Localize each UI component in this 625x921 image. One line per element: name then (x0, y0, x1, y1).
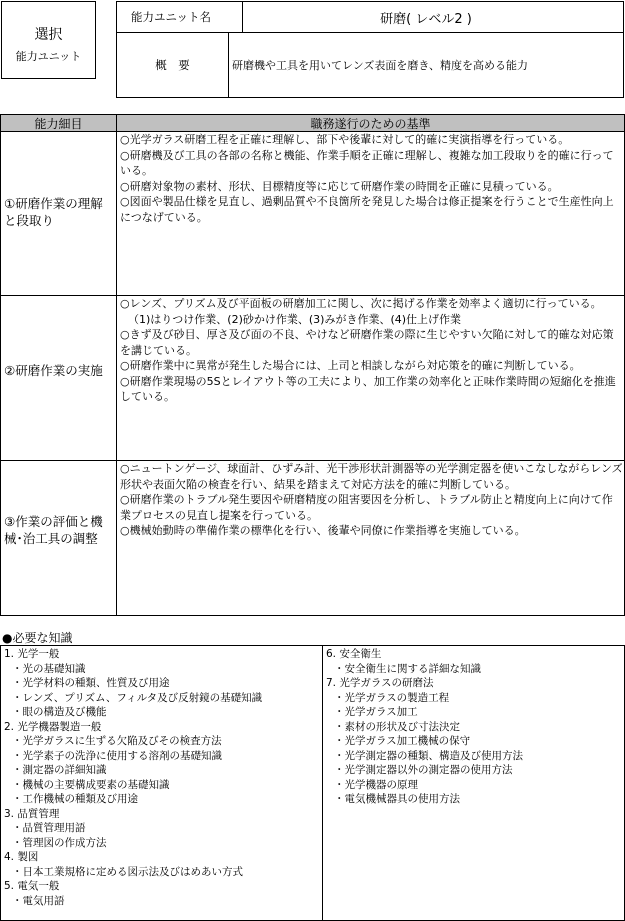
knowledge-item: ・測定器の詳細知識 (12, 764, 107, 776)
knowledge-item: ・光学機器の原理 (334, 778, 418, 791)
knowledge-item: ・光学測定器以外の測定器の使用方法 (334, 764, 513, 776)
knowledge-item: ・安全衛生に関する詳細な知識 (334, 662, 481, 675)
knowledge-item: ・光学材料の種類、性質及び用途 (12, 677, 170, 689)
knowledge-item: ・工作機械の種類及び用途 (12, 793, 138, 805)
criteria-item: ○研磨機及び工具の各部の名称と機能、作業手順を正確に理解し、複雑な加工段取りを的確に行っている。 (120, 148, 614, 177)
knowledge-item: ・光学ガラス加工機械の保守 (334, 735, 471, 747)
criteria-item: ○研磨対象物の素材、形状、目標精度等に応じて研磨作業の時間を正確に見積っている。 (120, 179, 559, 193)
overview-value: 研磨機や工具を用いてレンズ表面を磨き、精度を高める能力 (232, 59, 528, 72)
criteria-table (0, 114, 625, 616)
knowledge-section-heading: 7. 光学ガラスの研磨法 (326, 677, 434, 689)
unit-name-value: 研磨( レベル2 ) (380, 11, 472, 27)
selection-sublabel: 能力ユニット (15, 50, 82, 63)
knowledge-item: ・日本工業規格に定める図示法及びはめあい方式 (12, 865, 243, 878)
criteria-item: ○機械始動時の準備作業の標準化を行い、後輩や同僚に作業指導を実施している。 (120, 524, 526, 537)
criteria-item: ○図面や製品仕様を見直し、過剰品質や不良箇所を発見した場合は修正提案を行うことで生産性向上につなげている。 (120, 195, 614, 224)
knowledge-title: ●必要な知識 (2, 631, 73, 645)
criteria-subitem: （1)はりつけ作業、(2)砂かけ作業、(3)みがき作業、(4)仕上げ作業 (128, 312, 462, 326)
knowledge-item: ・品質管理用語 (12, 822, 86, 834)
overview-label: 概 要 (117, 32, 229, 98)
knowledge-section-heading: 1. 光学一般 (4, 648, 60, 660)
knowledge-item: ・眼の構造及び機能 (12, 706, 107, 718)
criteria-item: ○きず及び砂目、厚さ及び面の不良、やけなど研磨作業の際に生じやすい欠陥に対して的確な対応策を講じている。 (120, 328, 614, 357)
criteria-item: ○研磨作業現場の5Sとレイアウト等の工夫により、加工作業の効率化と正味作業時間の短縮化を推進している。 (120, 374, 616, 403)
overview-row (117, 32, 623, 98)
unit-name-label: 能力ユニット名 (117, 2, 243, 32)
knowledge-item: ・機械の主要構成要素の基礎知識 (12, 778, 170, 791)
unit-name-row (117, 2, 623, 33)
criteria-item: ○光学ガラス研磨工程を正確に理解し、部下や後輩に対して的確に実演指導を行っている。 (120, 133, 570, 146)
ability-category: ①研磨作業の理解と段取り (4, 196, 103, 228)
knowledge-right-column (326, 647, 622, 807)
criteria-cell (120, 296, 623, 405)
criteria-item: ○レンズ、プリズム及び平面板の研磨加工に関し、次に掲げる作業を効率よく適切に行っている。 (120, 297, 602, 310)
column-header-ability: 能力細目 (1, 115, 116, 131)
criteria-item: ○研磨作業のトラブル発生要因や研磨精度の阻害要因を分析し、トラブル防止と精度向上に向けて作業プロセスの見直し提案を行っている。 (120, 493, 613, 522)
knowledge-item: ・光学ガラス加工 (334, 706, 418, 718)
knowledge-section-heading: 5. 電気一般 (4, 880, 60, 892)
selection-box (1, 1, 96, 79)
knowledge-item: ・光学素子の洗浄に使用する溶剤の基礎知識 (12, 749, 222, 762)
selection-label: 選択 (34, 27, 63, 43)
knowledge-table (0, 645, 625, 921)
ability-category: ③作業の評価と機械･治工具の調整 (4, 514, 103, 546)
criteria-cell (120, 461, 623, 539)
ability-category: ②研磨作業の実施 (4, 363, 103, 378)
knowledge-item: ・レンズ、プリズム、フィルタ及び反射鏡の基礎知識 (12, 691, 263, 704)
knowledge-item: ・管理図の作成方法 (12, 836, 107, 849)
knowledge-section-heading: 4. 製図 (4, 851, 39, 863)
unit-header-table (116, 1, 624, 98)
knowledge-section-heading: 2. 光学機器製造一般 (4, 720, 102, 733)
knowledge-section-heading: 6. 安全衛生 (326, 648, 382, 660)
criteria-cell (120, 132, 623, 225)
knowledge-section-heading: 3. 品質管理 (4, 807, 60, 820)
knowledge-item: ・光学測定器の種類、構造及び使用方法 (334, 749, 523, 762)
knowledge-item: ・光の基礎知識 (12, 662, 86, 675)
column-header-criteria: 職務遂行のための基準 (117, 115, 624, 131)
knowledge-item: ・電気機械器具の使用方法 (334, 793, 460, 805)
knowledge-item: ・電気用語 (12, 894, 65, 907)
column-divider (116, 115, 117, 615)
criteria-item: ○研磨作業中に異常が発生した場合には、上司と相談しながら対応策を的確に判断している。 (120, 359, 581, 372)
knowledge-item: ・素材の形状及び寸法決定 (334, 720, 460, 733)
knowledge-column-divider (322, 646, 323, 920)
criteria-item: ○ニュートンゲージ、球面計、ひずみ計、光干渉形状計測器等の光学測定器を使いこなしながらレンズ形状や表面欠陥の検査を行い、結果を踏まえて対応方法を的確に判断している。 (120, 462, 623, 491)
knowledge-left-column (4, 647, 320, 908)
knowledge-item: ・光学ガラスの製造工程 (334, 691, 450, 704)
knowledge-item: ・光学ガラスに生ずる欠陥及びその検査方法 (12, 735, 222, 747)
